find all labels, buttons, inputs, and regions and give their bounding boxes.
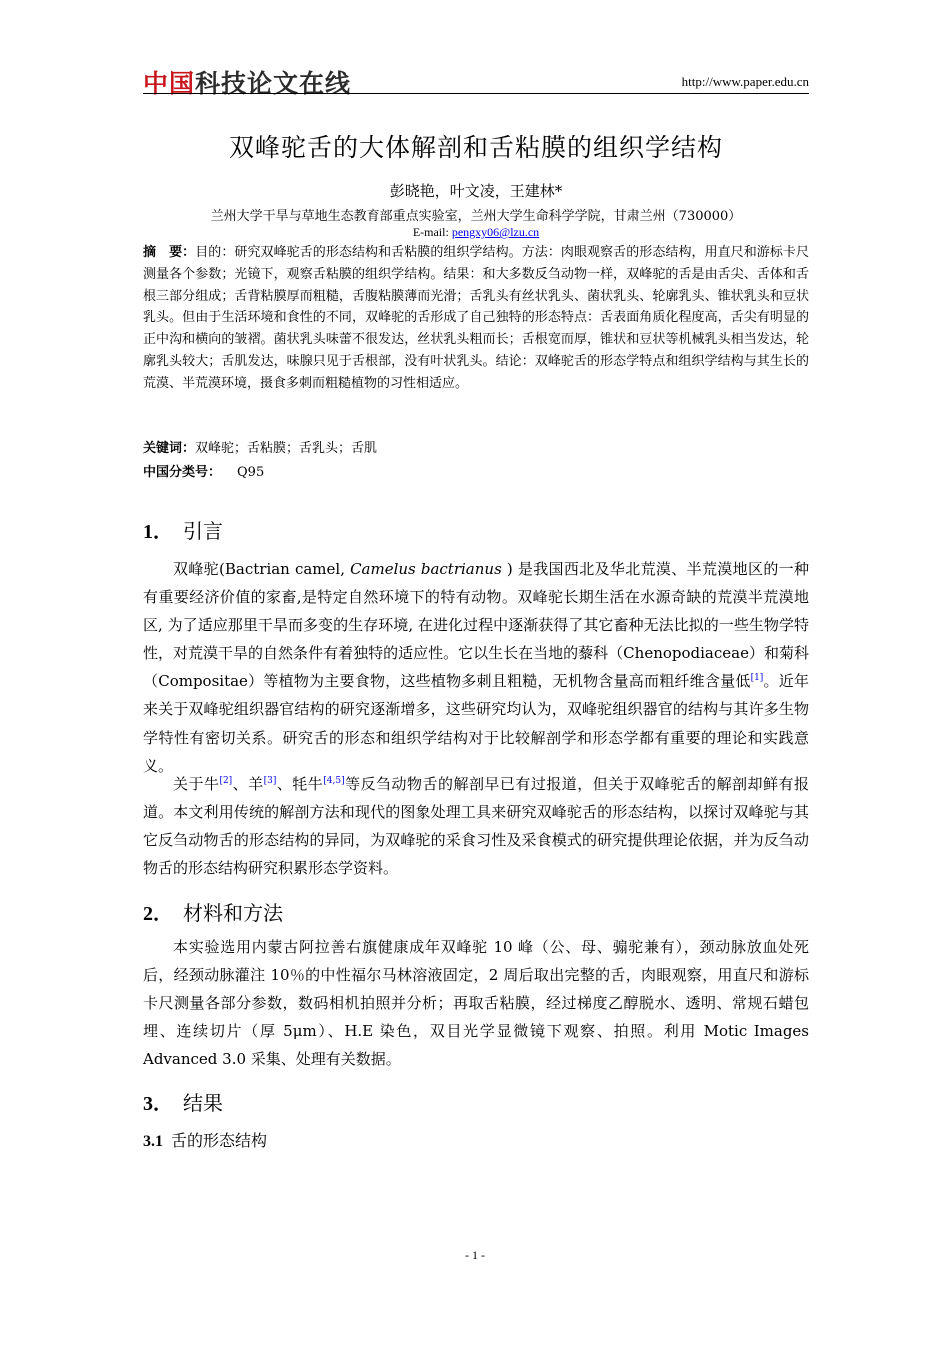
intro-p1-text-c: 。近年来关于双峰驼组织器官结构的研究逐渐增多，这些研究均认为，双峰驼组织器官的结构与其许多生物学特性有密切关系。研究舌的形态和组织学结构对于比较解剖学和形态学都有重要的理论和实践意义。 (143, 672, 809, 775)
citation-ref-2[interactable]: [2] (219, 776, 233, 786)
journal-url[interactable]: http://www.paper.edu.cn (681, 74, 809, 89)
journal-header (143, 62, 809, 96)
author-email-line (143, 225, 809, 240)
section-heading-methods (143, 897, 283, 926)
methods-paragraph: 本实验选用内蒙古阿拉善右旗健康成年双峰驼 10 峰（公、母、骟驼兼有），颈动脉放血处死后，经颈动脉灌注 10％的中性福尔马林溶液固定，2 周后取出完整的舌，肉眼观察，用直尺和游标卡尺测量各部分参数，数码相机拍照并分析；再取舌粘膜，经过梯度乙醇脱水、透明、常规石蜡包埋、连续切片（厚 5μm）、H.E 染色，双目光学显微镜下观察、拍照。利用 Motic Images Advanced 3.0 采集、处理有关数据。 (143, 938, 809, 1069)
paper-affiliation: 兰州大学干旱与草地生态教育部重点实验室，兰州大学生命科学学院，甘肃兰州（730000） (210, 209, 742, 224)
abstract-label: 摘 要： (143, 245, 196, 260)
intro-p1-text-b: ) 是我国西北及华北荒漠、半荒漠地区的一种有重要经济价值的家畜,是特定自然环境下的特有动物。双峰驼长期生活在水源奇缺的荒漠半荒漠地区, 为了适应那里干旱而多变的生存环境, 在进化过程中逐渐获得了其它畜种无法比拟的一些生物学特性，对荒漠干旱的自然条件有着独特的适应性。它以生长在当地的藜科（Chenopodiaceae）和菊科（Compositae）等植物为主要食物，这些植物多刺且粗糙，无机物含量高而粗纤维含量低 (143, 560, 809, 691)
citation-ref-4-5[interactable]: [4,5] (323, 776, 345, 786)
keywords (143, 437, 809, 456)
logo-red-text: 中国 (143, 69, 196, 98)
paper-authors: 彭晓艳，叶文凌，王建林* (389, 182, 563, 200)
section-number: 1． (143, 521, 173, 543)
species-name-italic: Camelus bactrianus (350, 560, 502, 578)
keywords-label: 关键词： (143, 441, 196, 456)
section-number: 3． (143, 1093, 173, 1115)
journal-logo (143, 64, 351, 100)
paper-title: 双峰驼舌的大体解剖和舌粘膜的组织学结构 (228, 133, 723, 162)
intro-p1-text-a: 双峰驼(Bactrian camel, (173, 560, 351, 578)
citation-ref-1[interactable]: [1] (750, 673, 764, 684)
section-number: 2． (143, 903, 173, 925)
abstract (143, 242, 809, 395)
intro-p2-text-d: 等反刍动物舌的解剖早已有过报道，但关于双峰驼舌的解剖却鲜有报道。本文利用传统的解剖方法和现代的图象处理工具来研究双峰驼舌的形态结构，以探讨双峰驼与其它反刍动物舌的形态结构的异同，为双峰驼的采食习性及采食模式的研究提供理论依据，并为反刍动物舌的形态结构研究积累形态学资料。 (143, 775, 809, 878)
intro-p2-text-c: 、牦牛 (276, 775, 324, 793)
classification-code: Q95 (237, 465, 265, 480)
author-email-link[interactable]: pengxy06@lzu.cn (451, 225, 540, 239)
subsection-title: 舌的形态结构 (171, 1131, 268, 1150)
intro-paragraph-2 (143, 770, 809, 882)
email-label: E-mail: (412, 225, 452, 239)
classification-number (143, 461, 809, 480)
logo-dark-text: 科技论文在线 (195, 69, 352, 98)
intro-paragraph-1 (143, 555, 809, 780)
intro-p2-text-a: 关于牛 (173, 775, 220, 793)
intro-p2-text-b: 、羊 (232, 775, 264, 793)
section-title: 结果 (183, 1091, 223, 1115)
page-number: - 1 - (465, 1248, 485, 1262)
header-rule (143, 93, 809, 94)
section-heading-introduction (143, 515, 223, 544)
classification-label: 中国分类号： (143, 465, 222, 480)
abstract-text: 目的：研究双峰驼舌的形态结构和舌粘膜的组织学结构。方法：肉眼观察舌的形态结构，用直尺和游标卡尺测量各个参数；光镜下，观察舌粘膜的组织学结构。结果：和大多数反刍动物一样，双峰驼的舌是由舌尖、舌体和舌根三部分组成；舌背粘膜厚而粗糙，舌腹粘膜薄而光滑；舌乳头有丝状乳头、菌状乳头、轮廓乳头、锥状乳头和豆状乳头。但由于生活环境和食性的不同，双峰驼的舌形成了自己独特的形态特点：舌表面角质化程度高，舌尖有明显的正中沟和横向的皱褶。菌状乳头味蕾不很发达，丝状乳头粗而长；舌根宽而厚，锥状和豆状等机械乳头相当发达，轮廓乳头较大；舌肌发达，味腺只见于舌根部，没有叶状乳头。结论：双峰驼舌的形态学特点和组织学结构与其生长的荒漠、半荒漠环境，摄食多刺而粗糙植物的习性相适应。 (143, 245, 809, 391)
section-title: 材料和方法 (183, 901, 283, 925)
subsection-heading-tongue-morphology (143, 1128, 267, 1151)
subsection-number: 3.1 (143, 1133, 163, 1150)
section-title: 引言 (183, 519, 223, 543)
keywords-text: 双峰驼；舌粘膜；舌乳头；舌肌 (195, 441, 378, 456)
section-heading-results (143, 1087, 223, 1116)
citation-ref-3[interactable]: [3] (263, 776, 277, 786)
